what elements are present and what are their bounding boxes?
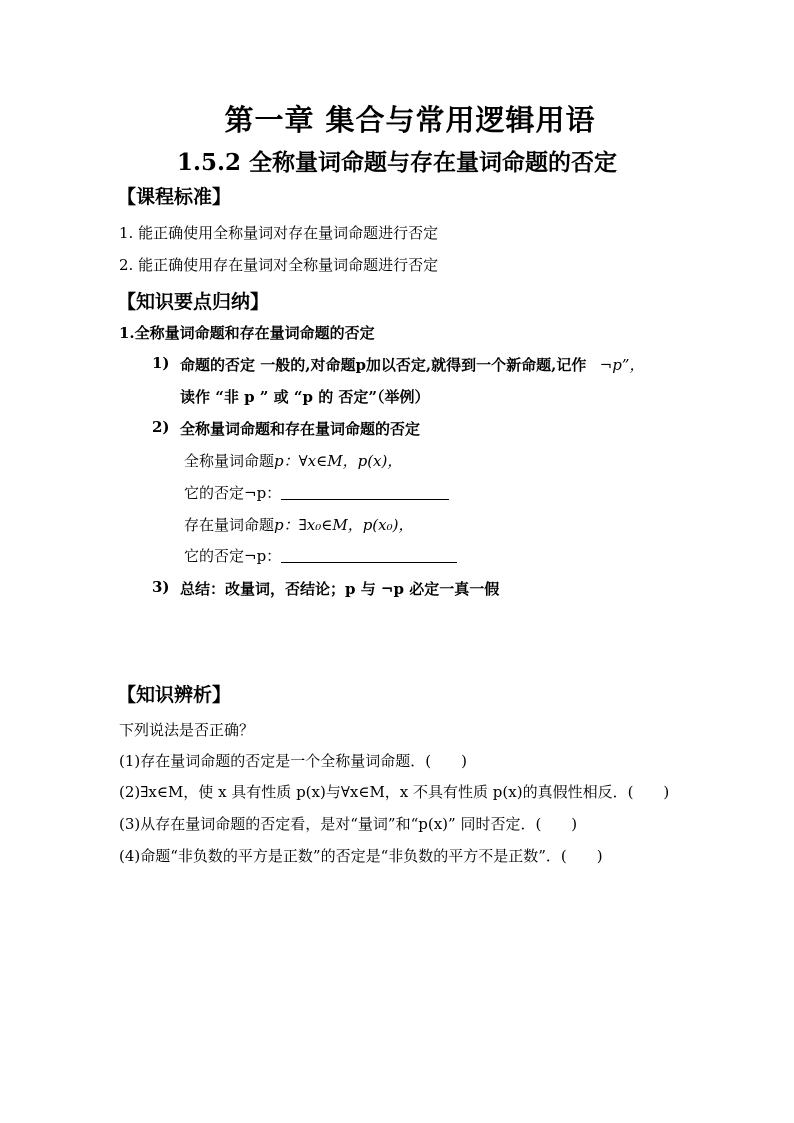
section-title: 1.5.2 全称量词命题与存在量词命题的否定 (176, 149, 618, 176)
point-1-line-2: 读作 “非 p ” 或 “p 的 否定”（举例） (180, 388, 430, 406)
analysis-question: 下列说法是否正确？ (119, 721, 255, 739)
point-2-text: 全称量词命题和存在量词命题的否定 (180, 420, 421, 438)
analysis-item-3: (3)从存在量词命题的否定看，是对“量词”和“p(x)” 同时否定．( ) (119, 815, 578, 833)
point-1-line-1: 命题的否定 一般的,对命题p加以否定,就得到一个新命题,记作 (180, 356, 587, 374)
point-3-number: 3) (152, 578, 170, 596)
curriculum-item-2: 2. 能正确使用存在量词对全称量词命题进行否定 (119, 256, 439, 274)
point-1-text (180, 354, 644, 375)
universal-negation-label: 它的否定¬p： (184, 484, 282, 502)
existential-negation-label: 它的否定¬p： (184, 547, 282, 565)
chapter-title: 第一章 集合与常用逻辑用语 (224, 103, 596, 137)
analysis-item-1: (1)存在量词命题的否定是一个全称量词命题．( ) (119, 752, 467, 770)
analysis-header: 【知识辨析】 (117, 684, 232, 706)
point-2-number: 2) (152, 418, 170, 436)
negation-symbol: ¬p”， (599, 356, 645, 374)
curriculum-header: 【课程标准】 (117, 186, 232, 208)
existential-negation (184, 545, 457, 566)
universal-label: 全称量词命题 (184, 452, 275, 470)
universal-formula: p：∀x∈M，p(x)， (274, 452, 403, 470)
universal-answer-blank[interactable] (281, 485, 449, 500)
universal-negation (184, 482, 449, 503)
analysis-item-2: (2)∃x∈M，使 x 具有性质 p(x)与∀x∈M，x 不具有性质 p(x)的真假性相反．( ) (119, 783, 670, 801)
knowledge-subheading: 1.全称量词命题和存在量词命题的否定 (119, 324, 375, 342)
existential-answer-blank[interactable] (281, 548, 457, 563)
analysis-item-4: (4)命题“非负数的平方是正数”的否定是“非负数的平方不是正数”．( ) (119, 847, 603, 865)
point-3-text: 总结：改量词，否结论；p 与 ¬p 必定一真一假 (180, 580, 500, 598)
point-1-number: 1) (152, 354, 170, 372)
universal-statement (184, 450, 402, 471)
existential-formula: p：∃x₀∈M，p(x₀)， (274, 516, 414, 534)
existential-label: 存在量词命题 (184, 516, 275, 534)
curriculum-item-1: 1. 能正确使用全称量词对存在量词命题进行否定 (119, 224, 439, 242)
existential-statement (184, 514, 413, 535)
knowledge-header: 【知识要点归纳】 (117, 291, 270, 313)
